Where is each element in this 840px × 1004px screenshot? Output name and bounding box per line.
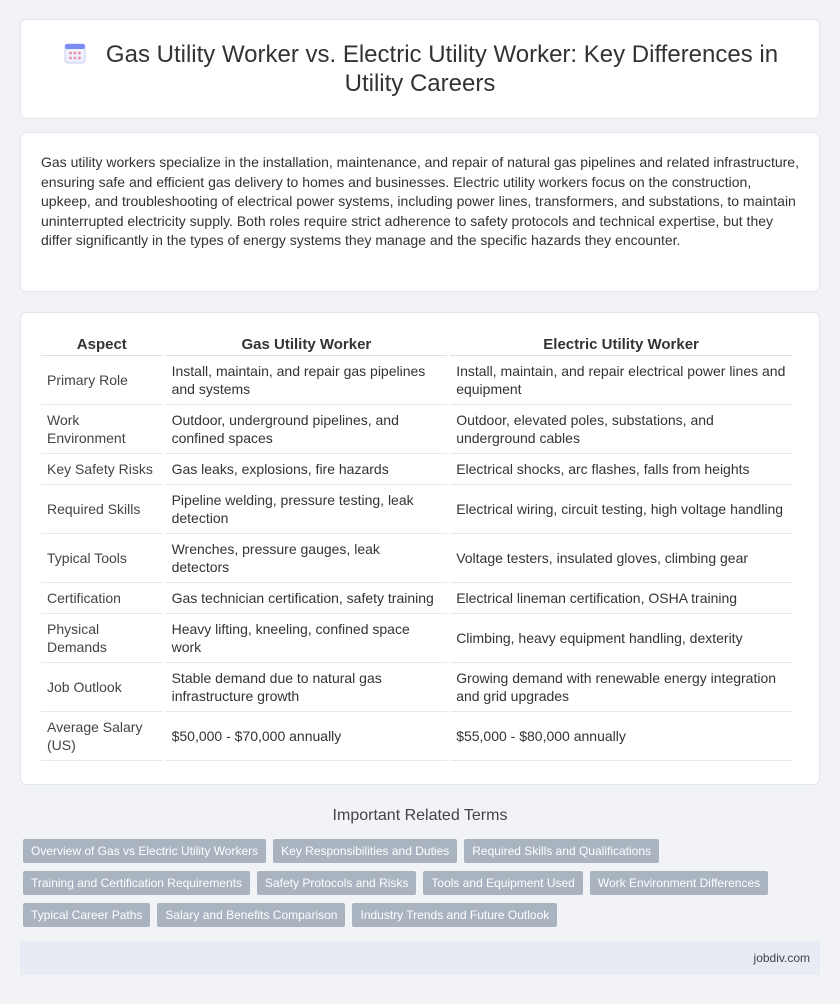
related-terms-title: Important Related Terms — [332, 807, 508, 824]
calendar-grid-icon — [62, 40, 88, 66]
table-row — [41, 454, 792, 485]
intro-paragraph: Gas utility workers specialize in the installation, maintenance, and repair of natural gas pipelines and related infrastructure, ensuring safe and efficient gas delivery to homes and businesses. Electric utility workers focus on the construction, upkeep, and troubleshooting of electrical power systems, including power lines, transformers, and substations, to maintain uninterrupted electricity supply. Both roles require strict adherence to safety protocols and technical expertise, but they differ significantly in the types of energy systems they manage and the specific hazards they encounter. — [41, 154, 799, 248]
row-electric-value: Voltage testers, insulated gloves, climbing gear — [450, 534, 792, 583]
table-row — [41, 583, 792, 614]
row-aspect: Job Outlook — [41, 663, 163, 712]
related-term-tag[interactable]: Training and Certification Requirements — [23, 871, 250, 895]
related-term-tag[interactable]: Key Responsibilities and Duties — [273, 839, 457, 863]
row-aspect: Key Safety Risks — [41, 454, 163, 485]
row-gas-value: Heavy lifting, kneeling, confined space work — [166, 614, 448, 663]
row-gas-value: $50,000 - $70,000 annually — [166, 712, 448, 761]
row-gas-value: Gas technician certification, safety training — [166, 583, 448, 614]
row-aspect: Average Salary (US) — [41, 712, 163, 761]
row-aspect: Primary Role — [41, 356, 163, 405]
comparison-table-card — [20, 312, 820, 785]
table-row — [41, 614, 792, 663]
related-term-tag[interactable]: Typical Career Paths — [23, 903, 150, 927]
related-terms-tags — [23, 839, 783, 927]
row-gas-value: Pipeline welding, pressure testing, leak detection — [166, 485, 448, 534]
table-header-row — [41, 331, 792, 356]
row-electric-value: Growing demand with renewable energy integration and grid upgrades — [450, 663, 792, 712]
row-electric-value: Outdoor, elevated poles, substations, and underground cables — [450, 405, 792, 454]
related-terms-section — [0, 807, 840, 927]
row-gas-value: Outdoor, underground pipelines, and confined spaces — [166, 405, 448, 454]
related-term-tag[interactable]: Overview of Gas vs Electric Utility Workers — [23, 839, 266, 863]
header-gas-utility-worker: Gas Utility Worker — [166, 331, 448, 356]
table-row — [41, 663, 792, 712]
header-electric-utility-worker: Electric Utility Worker — [450, 331, 792, 356]
page-title-text: Gas Utility Worker vs. Electric Utility Worker: Key Differences in Utility Careers — [105, 41, 779, 97]
row-aspect: Work Environment — [41, 405, 163, 454]
row-electric-value: Electrical shocks, arc flashes, falls from heights — [450, 454, 792, 485]
table-row — [41, 712, 792, 761]
row-electric-value: Climbing, heavy equipment handling, dexterity — [450, 614, 792, 663]
header-card — [20, 19, 820, 119]
table-row — [41, 356, 792, 405]
related-term-tag[interactable]: Safety Protocols and Risks — [257, 871, 416, 895]
header-aspect: Aspect — [41, 331, 163, 356]
row-aspect: Required Skills — [41, 485, 163, 534]
row-gas-value: Stable demand due to natural gas infrastructure growth — [166, 663, 448, 712]
footer-bar — [20, 941, 820, 975]
row-electric-value: $55,000 - $80,000 annually — [450, 712, 792, 761]
row-electric-value: Electrical lineman certification, OSHA training — [450, 583, 792, 614]
row-aspect: Certification — [41, 583, 163, 614]
table-row — [41, 405, 792, 454]
table-row — [41, 485, 792, 534]
related-term-tag[interactable]: Industry Trends and Future Outlook — [352, 903, 557, 927]
table-row — [41, 534, 792, 583]
row-electric-value: Install, maintain, and repair electrical power lines and equipment — [450, 356, 792, 405]
related-term-tag[interactable]: Work Environment Differences — [590, 871, 768, 895]
row-gas-value: Install, maintain, and repair gas pipelines and systems — [166, 356, 448, 405]
footer-site-link[interactable]: jobdiv.com — [753, 951, 810, 965]
row-gas-value: Wrenches, pressure gauges, leak detectors — [166, 534, 448, 583]
related-term-tag[interactable]: Salary and Benefits Comparison — [157, 903, 345, 927]
row-gas-value: Gas leaks, explosions, fire hazards — [166, 454, 448, 485]
comparison-table — [38, 331, 795, 761]
row-aspect: Typical Tools — [41, 534, 163, 583]
page-title — [61, 40, 779, 98]
related-term-tag[interactable]: Required Skills and Qualifications — [464, 839, 659, 863]
row-electric-value: Electrical wiring, circuit testing, high voltage handling — [450, 485, 792, 534]
intro-card — [20, 132, 820, 292]
row-aspect: Physical Demands — [41, 614, 163, 663]
related-term-tag[interactable]: Tools and Equipment Used — [423, 871, 582, 895]
